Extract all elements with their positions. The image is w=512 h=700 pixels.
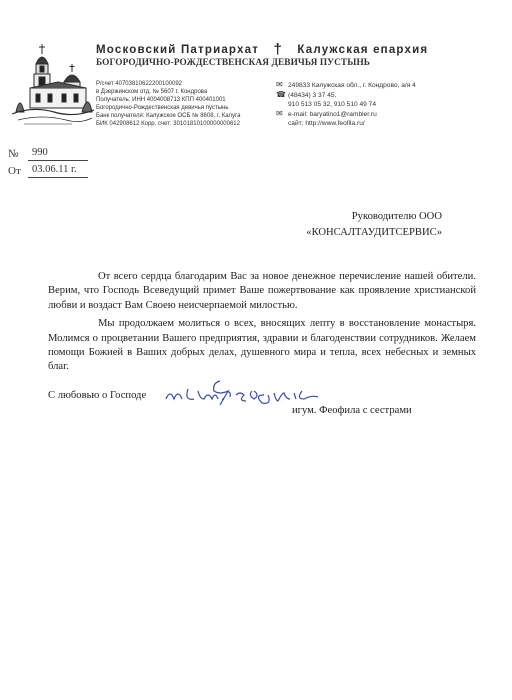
closing-phrase: С любовью о Господе	[48, 390, 147, 401]
header-title	[96, 40, 496, 57]
mobile-numbers: 910 513 05 32, 910 510 49 74	[288, 101, 376, 108]
document-number: 990	[32, 147, 48, 158]
bank-line: Р/счет 40703810622200100092	[96, 81, 183, 87]
bank-line: Банк получателя: Калужское ОСБ № 8608, г. Калуга	[96, 113, 241, 119]
eparchy-label: Калужская епархия	[297, 44, 429, 56]
patriarchate-label: Московский Патриархат	[96, 44, 260, 56]
envelope-icon: ✉	[276, 80, 283, 89]
paragraph: Мы продолжаем молиться о всех, вносящих лепту в восстановление монастыря. Молимся о процветании Вашего предприятия, здравии и благоденствии сотрудников. Желаем помощи Божией в Ваших добрых делах, душевного мира и тепла, всех небесных и земных благ.	[48, 318, 476, 373]
bank-line: в Дзержинском отд. № 5607 г. Кондрова	[96, 89, 208, 95]
number-label: №	[8, 148, 19, 160]
website: сайт: http://www.feofila.ru/	[288, 120, 365, 127]
bank-details	[96, 80, 296, 128]
bank-line: Богородично-Рождественская девичья пустынь	[96, 105, 229, 111]
signature-text: игум. Феофила	[160, 375, 167, 376]
monastery-logo	[12, 42, 94, 126]
recipient-company: «КОНСАЛТАУДИТСЕРВИС»	[306, 227, 442, 238]
monastery-name: БОГОРОДИЧНО-РОЖДЕСТВЕНСКАЯ ДЕВИЧЬЯ ПУСТЫНЬ	[96, 58, 371, 68]
document-date: 03.06.11 г.	[32, 164, 77, 175]
phone-icon: ☎	[276, 90, 286, 99]
letter-body	[48, 270, 476, 375]
contact-block	[276, 80, 496, 128]
recipient-title: Руководителю ООО	[351, 211, 442, 222]
postal-address: 249833 Калужская обл., г. Кондрово, а/я 4	[288, 82, 416, 89]
signer-name: игум. Феофила с сестрами	[292, 405, 412, 416]
date-underline	[28, 177, 88, 178]
email-address: e-mail: baryatino1@rambler.ru	[288, 111, 377, 118]
bank-line: БИК 042908612 Корр. счет: 30101810100000000612	[96, 121, 240, 127]
number-underline	[28, 160, 88, 161]
mail-icon: ✉	[276, 109, 283, 118]
bank-line: Получатель: ИНН 4004008713 КПП 400401001	[96, 97, 226, 103]
phone-number: (48434) 3 37 45,	[288, 92, 337, 99]
paragraph: От всего сердца благодарим Вас за новое денежное перечисление нашей обители. Верим, что Господь Всеведущий примет Ваше пожертвование как проявление христианской любви и воздаст Вам Своею неисчерпаемой милостью.	[48, 271, 476, 311]
cross-icon: †	[273, 41, 283, 58]
date-label: От	[8, 165, 21, 177]
